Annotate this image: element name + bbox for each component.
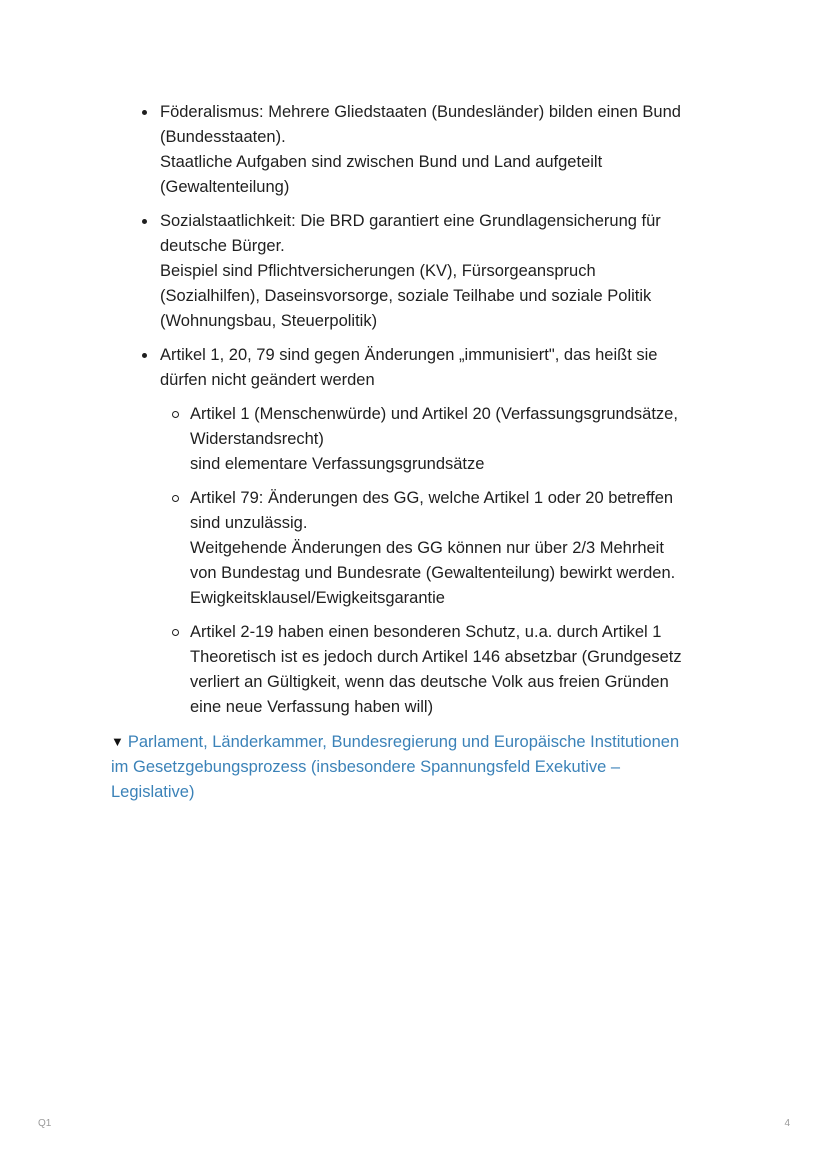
toggle-arrow-icon[interactable]: ▼ [111,734,124,749]
text-line: Theoretisch ist es jedoch durch Artikel 146 absetzbar (Grundgesetz [190,648,682,666]
text-line: Artikel 1 (Menschenwürde) und Artikel 20 (Verfassungsgrundsätze, [190,405,678,423]
text-line: von Bundestag und Bundesrate (Gewaltenteilung) bewirkt werden. [190,564,676,582]
text-line: Artikel 2-19 haben einen besonderen Schutz, u.a. durch Artikel 1 [190,623,662,641]
text-line: Staatliche Aufgaben sind zwischen Bund und Land aufgeteilt [160,153,603,171]
text-line: (Bundesstaaten). [160,128,286,146]
text-line: (Gewaltenteilung) [160,178,290,196]
toggle-section-parlament[interactable] [111,729,731,805]
page-content [111,100,731,805]
text-line: Ewigkeitsklausel/Ewigkeitsgarantie [190,589,445,607]
text-line: Artikel 79: Änderungen des GG, welche Artikel 1 oder 20 betreffen [190,489,674,507]
sub-list-item-artikel-79 [190,486,731,611]
text-line: Artikel 1, 20, 79 sind gegen Änderungen „immunisiert", das heißt sie [160,346,658,364]
text-line: verliert an Gültigkeit, wenn das deutsche Volk aus freien Gründen [190,673,669,691]
text-line: eine neue Verfassung haben will) [190,698,434,716]
sub-list-item-artikel-1-20 [190,402,731,477]
text-line: deutsche Bürger. [160,237,285,255]
list-item-foederalismus [160,100,731,200]
text-line: sind unzulässig. [190,514,308,532]
toggle-heading-line[interactable]: im Gesetzgebungsprozess (insbesondere Spannungsfeld Exekutive – [111,758,621,776]
toggle-heading-line[interactable]: Legislative) [111,783,195,801]
text-line: Weitgehende Änderungen des GG können nur über 2/3 Mehrheit [190,539,664,557]
toggle-heading-text[interactable]: Parlament, Länderkammer, Bundesregierung und Europäische Institutionen [127,733,680,751]
sub-list-item-artikel-2-19 [190,620,731,720]
text-line: sind elementare Verfassungsgrundsätze [190,455,485,473]
text-line: Sozialstaatlichkeit: Die BRD garantiert eine Grundlagensicherung für [160,212,661,230]
toggle-heading-line [111,729,731,755]
text-line: (Wohnungsbau, Steuerpolitik) [160,312,378,330]
text-line: Widerstandsrecht) [190,430,324,448]
page-number: 4 [784,1118,790,1129]
bullet-list [111,100,731,720]
sub-bullet-list [160,402,731,720]
list-item-sozialstaatlichkeit [160,209,731,334]
footer-left-label: Q1 [38,1118,52,1129]
text-line: (Sozialhilfen), Daseinsvorsorge, soziale Teilhabe und soziale Politik [160,287,652,305]
text-line: Föderalismus: Mehrere Gliedstaaten (Bundesländer) bilden einen Bund [160,103,681,121]
text-line: Beispiel sind Pflichtversicherungen (KV), Fürsorgeanspruch [160,262,596,280]
text-line: dürfen nicht geändert werden [160,371,375,389]
list-item-artikel-immunisiert [160,343,731,720]
